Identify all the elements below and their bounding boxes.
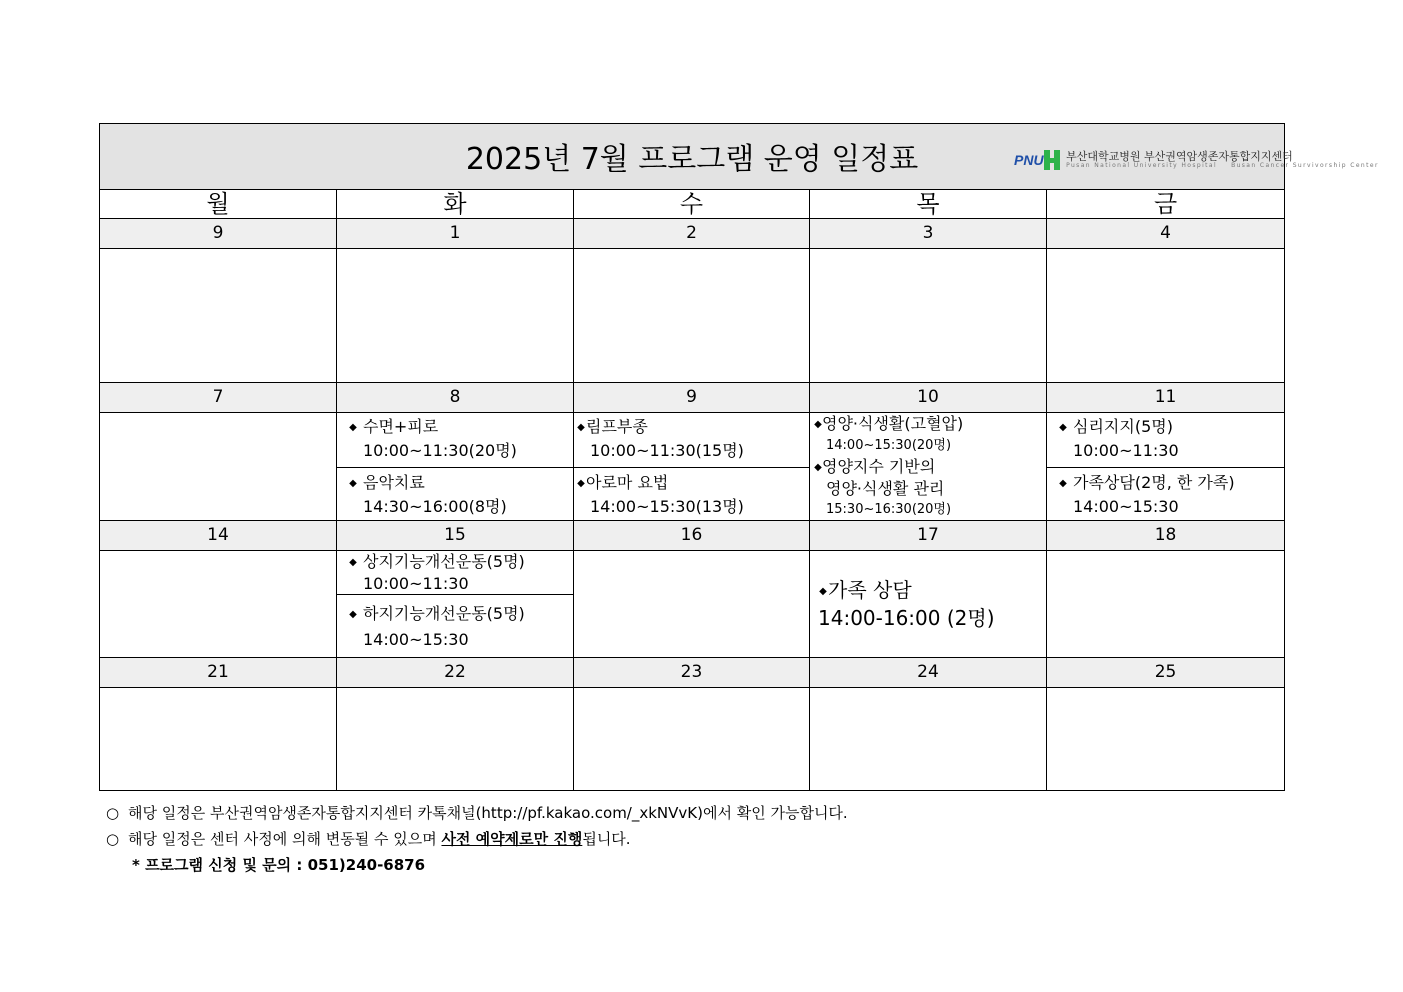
weekday-mon: 월	[100, 190, 337, 219]
bullet-icon: ◆	[1059, 422, 1067, 433]
date-cell: 8	[337, 383, 574, 413]
hospital-logo	[1014, 146, 1379, 174]
weekday-fri: 금	[1047, 190, 1285, 219]
bullet-icon: ◆	[349, 557, 357, 568]
event-sleep-fatigue: ◆ 수면+피로 10:00~11:30(20명)	[337, 413, 573, 468]
reservation-emphasis: 사전 예약제로만 진행	[441, 830, 583, 848]
bullet-icon: ◆	[349, 609, 357, 620]
week3-dates	[100, 521, 1285, 551]
event-cell	[574, 551, 810, 658]
date-cell: 15	[337, 521, 574, 551]
bullet-icon: ◆	[819, 586, 827, 597]
logo-mark-text: PNU	[1014, 152, 1044, 168]
event-cell	[810, 413, 1047, 521]
weekday-header-row	[100, 190, 1285, 219]
date-cell: 1	[337, 219, 574, 249]
event-upper-limb-exercise: ◆ 상지기능개선운동(5명) 10:00~11:30	[337, 551, 573, 595]
event-cell	[337, 551, 574, 658]
title-bar	[100, 124, 1379, 190]
event-nutrition-hypertension: ◆영양·식생활(고혈압) 14:00~15:30(20명)	[814, 414, 964, 453]
event-cell	[1047, 551, 1285, 658]
pnu-logo-icon	[1014, 148, 1062, 172]
week2-events	[100, 413, 1285, 521]
bullet-icon: ◆	[349, 422, 357, 433]
schedule-sheet	[99, 123, 1379, 791]
event-cell	[1047, 688, 1285, 791]
event-cell	[337, 688, 574, 791]
circle-bullet-icon: ○	[106, 804, 120, 822]
logo-org-name: 부산대학교병원 부산권역암생존자통합지지센터	[1066, 150, 1293, 163]
event-lymphedema: ◆림프부종 10:00~11:30(15명)	[574, 413, 809, 468]
note-reservation: ○ 해당 일정은 센터 사정에 의해 변동될 수 있으며 사전 예약제로만 진행됩니다.	[106, 826, 848, 852]
bullet-icon: ◆	[349, 478, 357, 489]
week1-dates	[100, 219, 1285, 249]
date-cell: 3	[810, 219, 1047, 249]
event-cell	[337, 413, 574, 521]
event-music-therapy: ◆ 음악치료 14:30~16:00(8명)	[337, 469, 573, 518]
date-cell: 7	[100, 383, 337, 413]
logo-sub-name: Pusan National University Hospital Busan Cancer Survivorship Center	[1066, 162, 1379, 169]
date-cell: 2	[574, 219, 810, 249]
event-cell	[574, 249, 810, 383]
weekday-tue: 화	[337, 190, 574, 219]
event-cell	[100, 688, 337, 791]
event-cell	[100, 413, 337, 521]
event-cell	[337, 249, 574, 383]
footer-notes	[106, 800, 848, 878]
date-cell: 16	[574, 521, 810, 551]
date-cell: 25	[1047, 658, 1285, 688]
bullet-icon: ◆	[814, 419, 822, 430]
date-cell: 9	[574, 383, 810, 413]
week4-events	[100, 688, 1285, 791]
event-cell	[574, 688, 810, 791]
week3-events	[100, 551, 1285, 658]
date-cell: 14	[100, 521, 337, 551]
event-cell	[810, 551, 1047, 658]
event-cell	[100, 249, 337, 383]
week1-events	[100, 249, 1285, 383]
event-nutrition-index: ◆영양지수 기반의 영양·식생활 관리 15:30~16:30(20명)	[814, 457, 952, 517]
event-psych-support: ◆ 심리지지(5명) 10:00~11:30	[1047, 413, 1284, 468]
event-family-counsel: ◆ 가족상담(2명, 한 가족) 14:00~15:30	[1047, 469, 1284, 518]
page-title: 2025년 7월 프로그램 운영 일정표	[465, 142, 919, 177]
date-cell: 9	[100, 219, 337, 249]
event-cell	[574, 413, 810, 521]
bullet-icon: ◆	[814, 462, 822, 473]
bullet-icon: ◆	[577, 422, 585, 433]
bullet-icon: ◆	[577, 478, 585, 489]
circle-bullet-icon: ○	[106, 830, 120, 848]
date-cell: 17	[810, 521, 1047, 551]
date-cell: 4	[1047, 219, 1285, 249]
event-cell	[810, 249, 1047, 383]
date-cell: 11	[1047, 383, 1285, 413]
date-cell: 10	[810, 383, 1047, 413]
event-cell	[810, 688, 1047, 791]
date-cell: 21	[100, 658, 337, 688]
date-cell: 22	[337, 658, 574, 688]
event-lower-limb-exercise: ◆ 하지기능개선운동(5명) 14:00~15:30	[337, 601, 573, 652]
bullet-icon: ◆	[1059, 478, 1067, 489]
weekday-thu: 목	[810, 190, 1047, 219]
event-cell	[1047, 413, 1285, 521]
date-cell: 18	[1047, 521, 1285, 551]
event-aroma-therapy: ◆아로마 요법 14:00~15:30(13명)	[577, 473, 744, 516]
schedule-table	[99, 123, 1379, 791]
note-kakao: ○ 해당 일정은 부산권역암생존자통합지지센터 카톡채널(http://pf.kakao.com/_xkNVvK)에서 확인 가능합니다.	[106, 800, 848, 826]
date-cell: 24	[810, 658, 1047, 688]
week2-dates	[100, 383, 1285, 413]
event-cell	[1047, 249, 1285, 383]
week4-dates	[100, 658, 1285, 688]
note-contact: * 프로그램 신청 및 문의 : 051)240-6876	[132, 856, 426, 874]
date-cell: 23	[574, 658, 810, 688]
weekday-wed: 수	[574, 190, 810, 219]
event-cell	[100, 551, 337, 658]
event-family-counsel-17: ◆가족 상담 14:00-16:00 (2명)	[818, 578, 995, 630]
